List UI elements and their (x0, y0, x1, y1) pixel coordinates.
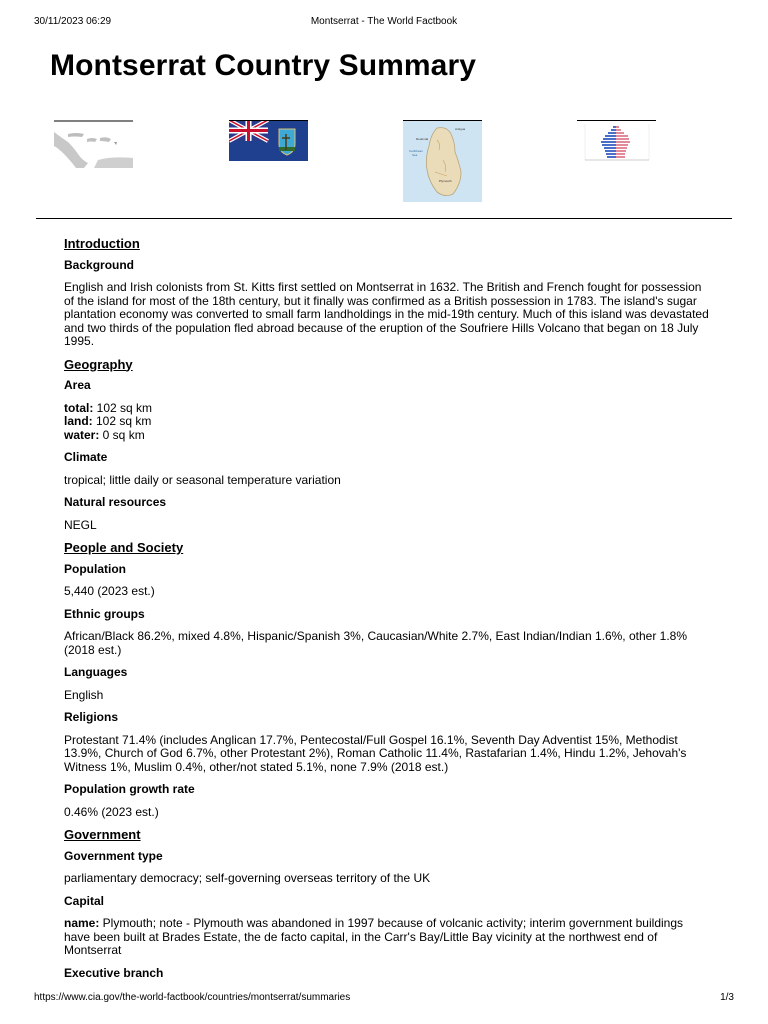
section-heading-people-and-society: People and Society (64, 540, 184, 555)
field-label-climate: Climate (64, 450, 108, 464)
map-icon (54, 120, 133, 170)
climate-text: tropical; little daily or seasonal temperature variation (64, 472, 341, 487)
field-label-capital: Capital (64, 893, 105, 908)
svg-text:Plymouth: Plymouth (439, 179, 452, 183)
field-label-background: Background (64, 257, 135, 272)
area-land-value: 102 sq km (92, 414, 152, 428)
capital-text (64, 917, 710, 958)
area-water-key: water: (64, 427, 100, 442)
svg-text:Antigua: Antigua (455, 127, 466, 131)
page-title: Montserrat Country Summary (50, 49, 477, 82)
area-water (64, 429, 710, 443)
area-total (64, 402, 710, 416)
area-water-value: 0 sq km (99, 427, 145, 442)
natural-resources-text: NEGL (64, 517, 97, 532)
population-pyramid-thumbnail[interactable] (577, 120, 656, 166)
languages-text: English (64, 687, 104, 702)
print-date: 30/11/2023 06:29 (34, 16, 112, 27)
print-url: https://www.cia.gov/the-world-factbook/countries/montserrat/summaries (34, 992, 351, 1003)
map-icon (403, 120, 482, 202)
locator-map-thumbnail[interactable] (54, 120, 133, 170)
summary-content (64, 237, 710, 989)
area-land-key: land: (64, 414, 93, 428)
population-growth-rate-text: 0.46% (2023 est.) (64, 804, 159, 819)
capital-value: Plymouth; note - Plymouth was abandoned in 1997 because of volcanic activity; interim government buildings have been built at Brades Estate, the de facto capital, in the Carr's Bay/Little Bay vicinity at the northwest end of Montserrat (64, 916, 684, 957)
field-label-languages: Languages (64, 665, 128, 679)
divider (36, 218, 732, 219)
background-text: English and Irish colonists from St. Kitts first settled on Montserrat in 1632. The British and French fought for possession of the island for most of the 18th century, but it finally was confirmed as a British possession in 1783. The island's sugar plantation economy was converted to small farm landholdings in the mid-19th century. Much of this island was devastated and two thirds of the population fled abroad because of the eruption of the Soufriere Hills Volcano that began on 18 July 1995. (64, 280, 709, 348)
page-number: 1/3 (720, 992, 734, 1003)
government-type-text: parliamentary democracy; self-governing overseas territory of the UK (64, 871, 431, 885)
area-total-value: 102 sq km (93, 400, 153, 415)
field-label-religions: Religions (64, 710, 119, 724)
svg-text:Sea: Sea (412, 153, 418, 157)
print-footer (34, 992, 734, 1006)
field-label-area: Area (64, 378, 91, 392)
country-map-thumbnail[interactable] (403, 120, 482, 202)
chart-icon (577, 120, 656, 166)
ethnic-groups-text: African/Black 86.2%, mixed 4.8%, Hispanic/Spanish 3%, Caucasian/White 2.7%, East Indian/Indian 1.6%, other 1.8% (2018 est.) (64, 629, 688, 657)
religions-text: Protestant 71.4% (includes Anglican 17.7%, Pentecostal/Full Gospel 16.1%, Seventh Day Adventist 15%, Methodist 13.9%, Church of God 6.7%, other Protestant 2%), Roman Catholic 11.4%, Rastafarian 1.4%, Hindu 1.2%, Jehovah's Witness 1%, Muslim 0.4%, other/not stated 5.1%, none 7.9% (2018 est.) (64, 732, 687, 774)
field-label-population-growth-rate: Population growth rate (64, 782, 195, 796)
area-total-key: total: (64, 400, 94, 415)
field-label-executive-branch: Executive branch (64, 965, 164, 980)
flag-thumbnail[interactable] (229, 120, 308, 161)
field-label-ethnic-groups: Ethnic groups (64, 606, 145, 621)
field-label-government-type: Government type (64, 848, 163, 863)
flag-icon (229, 120, 308, 161)
svg-text:Caribbean: Caribbean (409, 149, 423, 153)
area-land (64, 415, 710, 429)
field-label-population: Population (64, 561, 126, 576)
section-heading-government: Government (64, 827, 141, 842)
field-label-natural-resources: Natural resources (64, 495, 167, 509)
population-text: 5,440 (2023 est.) (64, 584, 155, 598)
print-page-title: Montserrat - The World Factbook (310, 16, 458, 27)
svg-text:Redonda: Redonda (416, 137, 429, 141)
section-heading-geography: Geography (64, 356, 133, 372)
capital-key: name: (64, 916, 100, 930)
print-header (34, 16, 734, 30)
section-heading-introduction: Introduction (64, 236, 140, 251)
area-values (64, 402, 710, 443)
